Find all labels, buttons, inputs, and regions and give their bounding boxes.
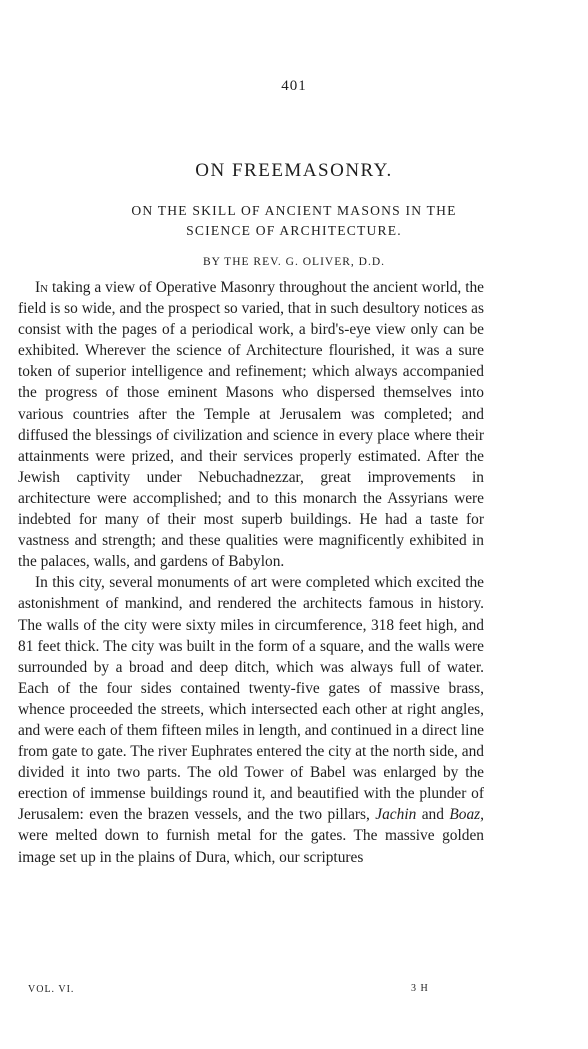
- paragraph-2-text-b: and: [416, 806, 450, 824]
- article-title: ON FREEMASONRY.: [195, 160, 393, 181]
- article-body: [18, 277, 484, 868]
- page-number: 401: [281, 78, 307, 94]
- italic-jachin: Jachin: [375, 806, 417, 824]
- paragraph-1-text: taking a view of Operative Masonry throughout the ancient world, the field is so wide, and the prospect so varied, that in such desultory notices as consist with the pages of a periodical work, a bird's-eye view only can be exhibited. Wherever the science of Architecture flourished, it was a sure token of superior intelligence and refinement; which always accompanied the progress of those eminent Masons who dispersed themselves into various countries after the Temple at Jerusalem was completed; and diffused the blessings of civilization and science in every place where their attainments were prized, and their services properly estimated. After the Jewish captivity under Nebuchadnezzar, great improvements in architecture were accomplished; and to this monarch the Assyrians were indebted for many of their most superb buildings. He had a taste for vastness and strength; and these qualities were magnificently exhibited in the palaces, walls, and gardens of Babylon.: [18, 279, 484, 571]
- paragraph-2-text-c: were melted down to furnish metal for the gates. The massive golden image set up in the plains of Dura, which, our scriptures: [18, 827, 484, 866]
- article-subtitle: [30, 201, 558, 241]
- signature-mark: 3 H: [411, 983, 429, 994]
- italic-boaz: Boaz,: [449, 806, 485, 824]
- volume-label: VOL. VI.: [28, 984, 75, 995]
- paragraph-2-text-a: In this city, several monuments of art were completed which excited the astonishment of mankind, and rendered the architects famous in history. The walls of the city were sixty miles in circumference, 318 feet high, and 81 feet thick. The city was built in the form of a square, and the walls were surrounded by a broad and deep ditch, which was always full of water. Each of the four sides contained twenty-five gates of massive brass, whence proceeded the streets, which intersected each other at right angles, and were each of them fifteen miles in length, and continued in a direct line from gate to gate. The river Euphrates entered the city at the north side, and divided it into two parts. The old Tower of Babel was enlarged by the erection of immense buildings round it, and beautified with the plunder of Jerusalem: even the brazen vessels, and the two pillars,: [18, 574, 484, 824]
- paragraph-2: [18, 572, 484, 867]
- author-byline: BY THE REV. G. OLIVER, D.D.: [202, 256, 386, 268]
- drop-word: In: [35, 279, 49, 296]
- subtitle-line-2: SCIENCE OF ARCHITECTURE.: [186, 223, 402, 238]
- paragraph-1: [18, 277, 484, 572]
- subtitle-line-1: ON THE SKILL OF ANCIENT MASONS IN THE: [131, 203, 457, 218]
